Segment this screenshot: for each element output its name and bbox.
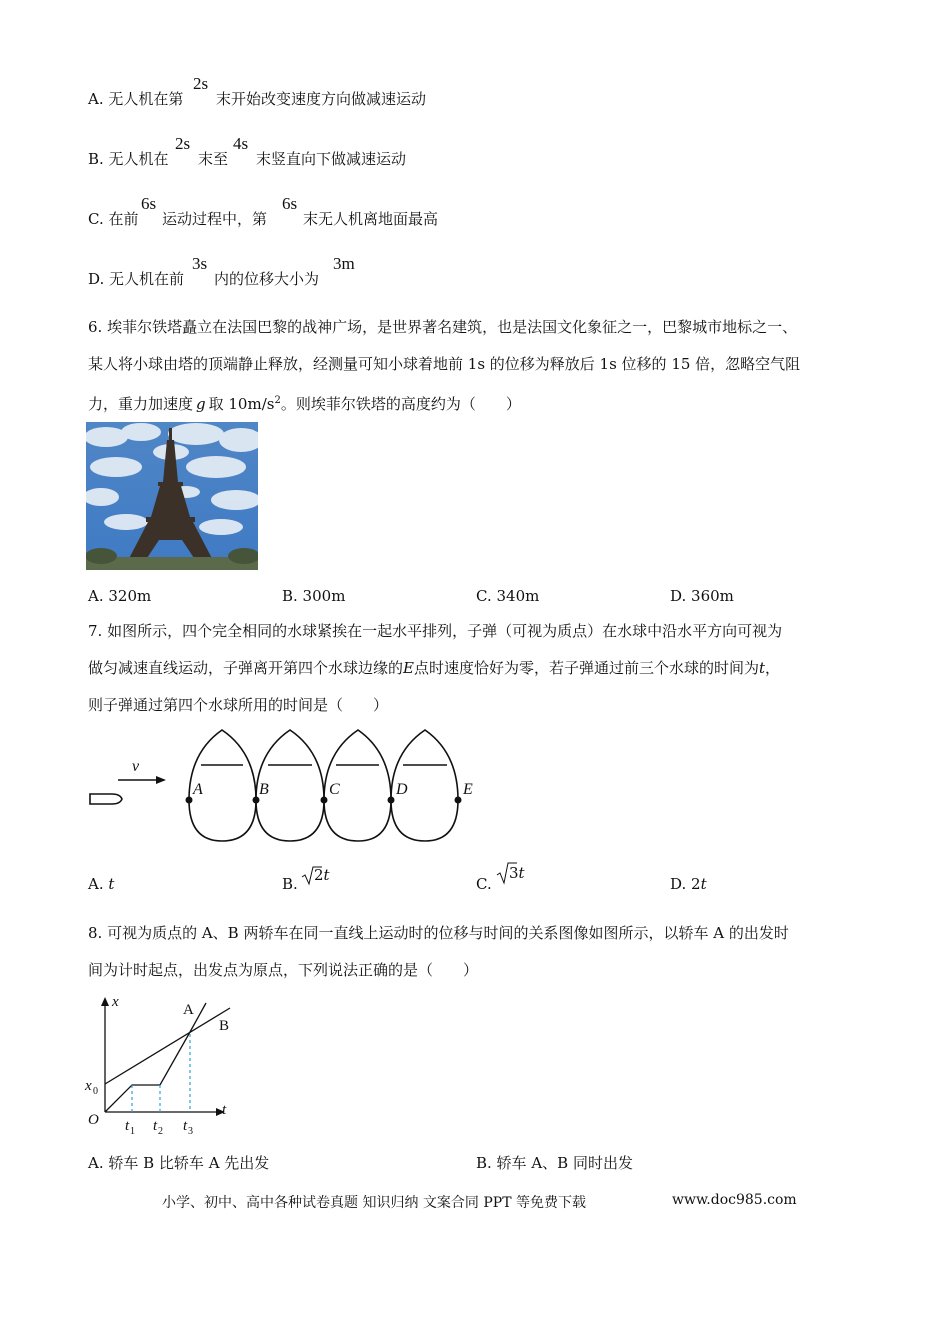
x0-label: x bbox=[85, 1078, 92, 1094]
q5-option-a: A. 无人机在第 bbox=[88, 90, 184, 108]
bullet-icon bbox=[90, 794, 122, 804]
q5-option-a-suffix: 末开始改变速度方向做减速运动 bbox=[216, 90, 427, 108]
point-a-label: A bbox=[193, 781, 203, 798]
q8-line-1: 8. 可视为质点的 A、B 两轿车在同一直线上运动时的位移与时间的关系图像如图所示，以轿车 A 的出发时 bbox=[88, 924, 789, 942]
origin-label: O bbox=[88, 1112, 99, 1128]
q7-line-1: 7. 如图所示，四个完全相同的水球紧挨在一起水平排列，子弹（可视为质点）在水球中沿水平方向可视为 bbox=[88, 622, 783, 640]
q5-c-unit-1: 6s bbox=[141, 194, 157, 213]
q5-b-unit-2: 4s bbox=[233, 134, 249, 153]
point-b-label: B bbox=[259, 781, 269, 798]
q7-line-2: 做匀减速直线运动，子弹离开第四个水球边缘的E点时速度恰好为零，若子弹通过前三个水球的时间为t， bbox=[88, 659, 781, 677]
q5-d-unit-1: 3s bbox=[192, 254, 208, 273]
q5-b-unit-1: 2s bbox=[175, 134, 191, 153]
q7-option-c-value: 3t bbox=[509, 864, 525, 882]
q8-option-a: A. 轿车 B 比轿车 A 先出发 bbox=[88, 1154, 270, 1172]
q7-option-a: A. t bbox=[88, 875, 115, 893]
footer-link[interactable]: www.doc985.com bbox=[672, 1192, 797, 1208]
q7-option-d: D. 2t bbox=[670, 875, 707, 893]
q7-line-3: 则子弹通过第四个水球所用的时间是（ ） bbox=[88, 696, 389, 714]
q5-option-c: C. 在前 bbox=[88, 210, 139, 228]
q5-option-d: D. 无人机在前 bbox=[88, 270, 185, 288]
line-a bbox=[105, 1003, 206, 1112]
q5-option-b: B. 无人机在 bbox=[88, 150, 169, 168]
q5-c-unit-2: 6s bbox=[282, 194, 298, 213]
point-e-label: E bbox=[463, 781, 473, 798]
q6-option-a: A. 320m bbox=[88, 587, 152, 605]
t-axis-label: t bbox=[222, 1102, 227, 1118]
q8-line-2: 间为计时起点，出发点为原点，下列说法正确的是（ ） bbox=[88, 961, 479, 979]
position-time-graph bbox=[82, 992, 252, 1142]
velocity-label: v bbox=[132, 758, 140, 775]
point-d-label: D bbox=[396, 781, 408, 798]
t3-label: t bbox=[183, 1118, 188, 1134]
q6-line-3: 力，重力加速度 g 取 $10m/s^2$。则埃菲尔铁塔的高度约为（ ） bbox=[88, 395, 521, 413]
x-axis-label: x bbox=[112, 994, 119, 1010]
line-b-label: B bbox=[219, 1018, 230, 1034]
q7-option-b-value: 2t bbox=[314, 866, 330, 884]
water-balls-figure bbox=[86, 725, 486, 855]
q5-option-c-mid: 运动过程中，第 bbox=[162, 210, 268, 228]
q7-option-c: C. bbox=[476, 875, 492, 893]
q5-option-b-suffix: 末竖直向下做减速运动 bbox=[256, 150, 407, 168]
eiffel-tower-photo bbox=[86, 422, 258, 570]
t1-sub-label: 1 bbox=[130, 1126, 135, 1137]
q5-a-unit-1: 2s bbox=[193, 74, 209, 93]
t2-sub-label: 2 bbox=[158, 1126, 163, 1137]
q5-d-unit-2: 3m bbox=[333, 254, 355, 273]
q8-option-b: B. 轿车 A、B 同时出发 bbox=[476, 1154, 633, 1172]
line-a-label: A bbox=[183, 1002, 194, 1018]
q6-option-b: B. 300m bbox=[282, 587, 346, 605]
point-c-label: C bbox=[329, 781, 340, 798]
t3-sub-label: 3 bbox=[188, 1126, 193, 1137]
q5-option-d-mid: 内的位移大小为 bbox=[214, 270, 320, 288]
footer-text: 小学、初中、高中各种试卷真题 知识归纳 文案合同 PPT 等免费下载 bbox=[162, 1195, 586, 1211]
q6-option-c: C. 340m bbox=[476, 587, 540, 605]
q5-option-c-suffix: 末无人机离地面最高 bbox=[303, 210, 439, 228]
q6-line-2: 某人将小球由塔的顶端静止释放，经测量可知小球着地前 1s 的位移为释放后 1s 位移的 15 倍，忽略空气阻 bbox=[88, 355, 801, 373]
q6-line-1: 6. 埃菲尔铁塔矗立在法国巴黎的战神广场，是世界著名建筑，也是法国文化象征之一，巴黎城市地标之一、 bbox=[88, 318, 798, 336]
t2-label: t bbox=[153, 1118, 158, 1134]
q6-option-d: D. 360m bbox=[670, 587, 734, 605]
t1-label: t bbox=[125, 1118, 130, 1134]
q5-option-b-mid: 末至 bbox=[198, 150, 229, 168]
q7-option-b: B. bbox=[282, 875, 298, 893]
x0-sub-label: 0 bbox=[93, 1086, 98, 1097]
